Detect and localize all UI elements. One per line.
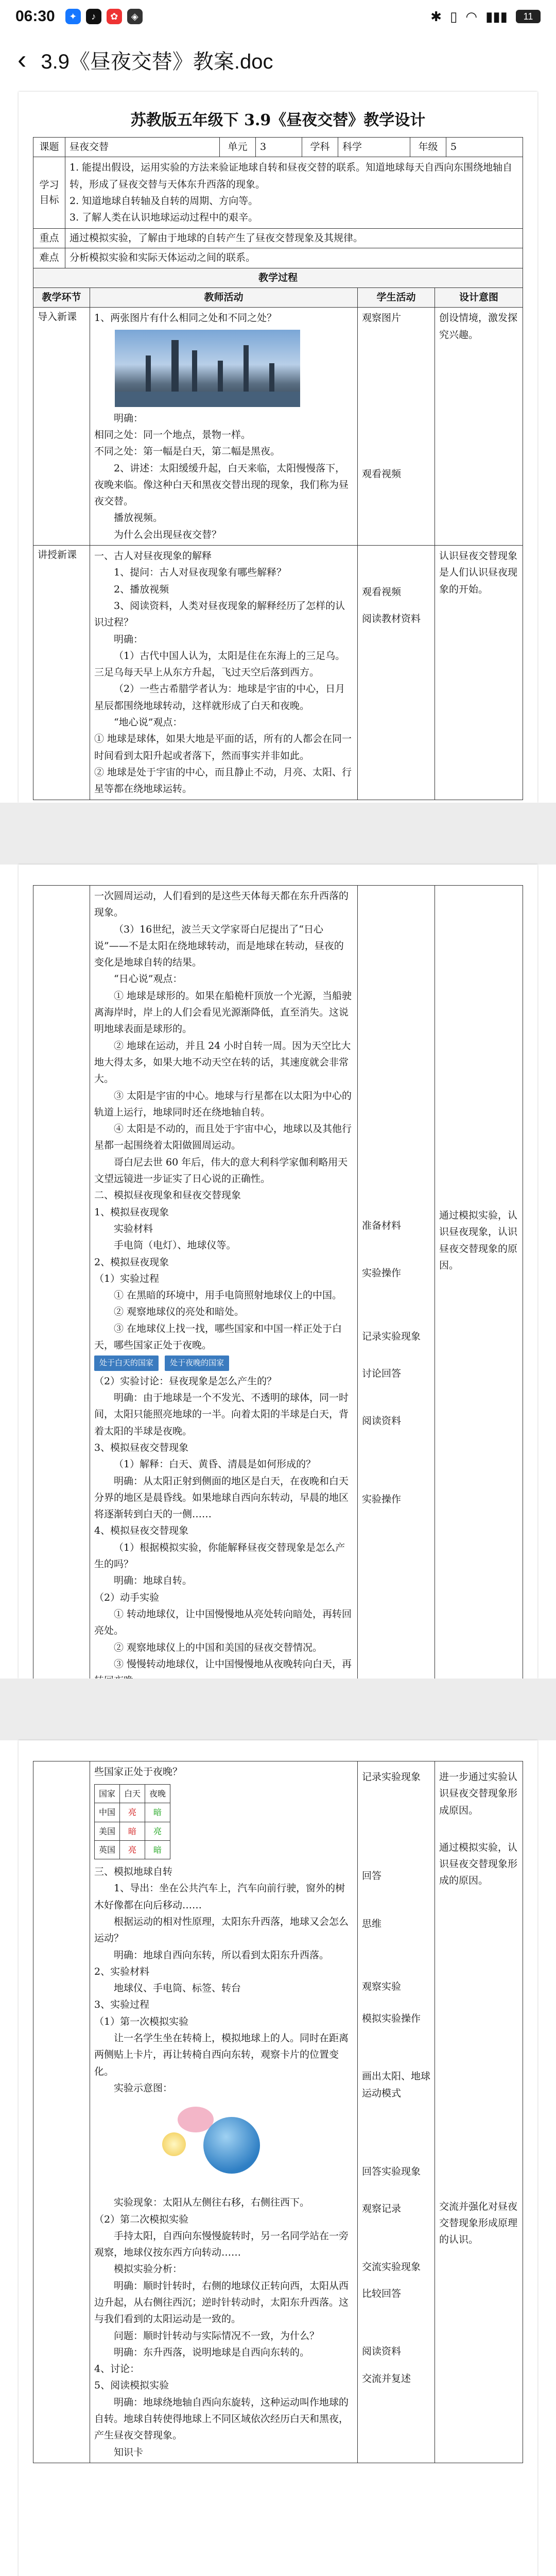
text-line: 明确：由于地球是一个不发光、不透明的球体，同一时间，太阳只能照亮地球的一半。向着太阳的半球是白天，背着太阳的半球是夜晚。	[94, 1392, 349, 1437]
text-line: ① 转动地球仪，让中国慢慢地从亮处转向暗处，再转回亮处。	[94, 1608, 352, 1637]
goal-item: 1. 能提出假设，运用实验的方法来验证地球自转和昼夜交替的联系。知道地球每天自西向东围绕地轴自转，形成了昼夜交替与天体东升西落的现象。	[70, 162, 513, 190]
text-line: 回答	[362, 1870, 382, 1882]
text-line: （1）根据模拟实验，你能解释昼夜交替现象是怎么产生的吗？	[94, 1541, 345, 1570]
back-arrow-icon[interactable]: ‹	[18, 45, 27, 75]
mini-header: 夜晚	[145, 1785, 170, 1803]
text-line: 思维	[362, 1918, 382, 1929]
text-line: 明确：从太阳正射到侧面的地区是白天，在夜晚和白天分界的地区是晨昏线。如果地球自西向东转动，早晨的地区将逐渐转到白天的一侧……	[94, 1475, 349, 1520]
text-line: 观察实验	[362, 1980, 402, 1992]
col-stage: 教学环节	[33, 287, 90, 307]
text-line: （2）一些古希腊学者认为：地球是宇宙的中心，日月星辰都围绕地球转动，这样就形成了白天和夜晚。	[94, 683, 345, 711]
text-line: 讨论回答	[362, 1367, 402, 1379]
mini-cell: 暗	[120, 1822, 145, 1840]
text-line: 明确：	[114, 633, 144, 645]
stage-empty	[33, 886, 90, 1725]
app-notification-icon: ✦	[65, 9, 81, 24]
text-line: 阅读教材资料	[362, 613, 421, 625]
text-line: 模拟实验操作	[362, 2013, 421, 2025]
text-line: 手电筒（电灯）、地球仪等。	[114, 1240, 236, 1251]
goals-content	[65, 157, 523, 228]
status-right	[430, 9, 541, 25]
mini-cell: 暗	[145, 1840, 170, 1859]
text-line: “地心说”观点：	[114, 717, 183, 728]
app-notification-icon-2: ✿	[107, 9, 122, 24]
subject-value: 科学	[338, 138, 410, 157]
document-title: 3.9《昼夜交替》教案.doc	[41, 50, 273, 73]
goal-item: 2. 知道地球自转轴及自转的周期、方向等。	[70, 195, 258, 207]
text-line: 交流并强化对昼夜交替现象形成原理的认识。	[439, 2200, 518, 2246]
text-line: 一次圆周运动，人们看到的是这些天体每天都在东升西落的现象。	[94, 890, 349, 919]
text-line: （2）实验讨论：昼夜现象是怎么产生的？	[94, 1375, 277, 1387]
text-line: 准备材料	[362, 1220, 402, 1231]
topic-value: 昼夜交替	[65, 138, 220, 157]
document-page-2	[19, 865, 537, 1679]
text-line: 记录实验现象	[362, 1330, 421, 1342]
country-label-bars	[94, 1353, 353, 1373]
text-line: 交流并复述	[362, 2372, 411, 2384]
sun-earth-model-image	[157, 2102, 291, 2189]
text-line: 5、阅读模拟实验	[94, 2380, 169, 2392]
difficulty-label: 难点	[33, 248, 65, 268]
mini-cell: 亮	[120, 1840, 145, 1859]
mini-cell: 美国	[95, 1822, 120, 1840]
text-line: ① 地球是球形的。如果在船桅杆顶放一个光源，当船驶离海岸时，岸上的人们会看见光源渐降低，直至消失。这说明地球表面是球形的。	[94, 990, 352, 1035]
status-app-icons	[65, 9, 143, 24]
text-line: （2）动手实验	[94, 1591, 160, 1603]
mini-header: 白天	[120, 1785, 145, 1803]
text-line: 根据运动的相对性原理，太阳东升西落，地球又会怎么运动？	[94, 1916, 349, 1944]
text-line: 2、讲述：太阳缓缓升起，白天来临，太阳慢慢落下，夜晚来临。像这种白天和黑夜交替出现的现象，我们称为昼夜交替。	[94, 462, 349, 507]
text-line: 4、模拟昼夜交替现象	[94, 1525, 189, 1537]
text-line: 二、模拟昼夜现象和昼夜交替现象	[94, 1190, 241, 1201]
text-line: 不同之处：第一幅是白天，第二幅是黑夜。	[94, 446, 281, 457]
text-line: 交流实验现象	[362, 2261, 421, 2273]
text-line: 2、播放视频	[114, 583, 169, 595]
text-line: 明确：东升西落，说明地球是自西向东转的。	[114, 2346, 310, 2358]
text-line: 4、讨论：	[94, 2363, 140, 2375]
bluetooth-icon: ✱	[430, 8, 442, 24]
text-line: ③ 慢慢转动地球仪，让中国慢慢地从夜晚转向白天，再	[114, 1658, 352, 1670]
text-line: （1）实验过程	[94, 1273, 160, 1284]
text-line: ③ 在地球仪上找一找，哪些国家和中国一样正处于白天，哪些国家正处于夜晚。	[94, 1323, 342, 1351]
text-line: ② 观察地球仪上的中国和美国的昼夜交替情况。	[114, 1641, 323, 1653]
topic-label: 课题	[33, 138, 65, 157]
process-title: 教学过程	[33, 268, 523, 287]
mini-cell: 亮	[145, 1822, 170, 1840]
grade-label: 年级	[410, 138, 446, 157]
mini-cell: 亮	[120, 1803, 145, 1822]
text-line: 知识卡	[114, 2446, 144, 2458]
text-line: 三、模拟地球自转	[94, 1866, 173, 1878]
app-notification-icon-3: ◈	[127, 9, 143, 24]
text-line: 相同之处：同一个地点，景物一样。	[94, 429, 251, 440]
process-table	[33, 268, 523, 800]
goal-item: 3. 了解人类在认识地球运动过程中的艰辛。	[70, 212, 258, 224]
text-line: （2）第二次模拟实验	[94, 2213, 189, 2225]
process-table-cont-2	[33, 885, 523, 1725]
stage-intro: 导入新课	[33, 308, 90, 546]
page-gap	[0, 803, 556, 865]
tiktok-icon: ♪	[86, 9, 101, 24]
vibrate-icon: ▯	[450, 8, 458, 24]
mini-cell: 英国	[95, 1840, 120, 1859]
text-line: （1）古代中国人认为，太阳是住在东海上的三足乌。三足乌每天早上从东方升起，飞过天空后落到西方。	[94, 650, 345, 679]
key-point-label: 重点	[33, 228, 65, 248]
student-activity-intro	[358, 308, 435, 546]
text-line: 1、模拟昼夜现象	[94, 1206, 169, 1218]
text-line: 观察记录	[362, 2203, 402, 2215]
text-line: ② 观察地球仪的亮处和暗处。	[114, 1306, 245, 1318]
student-activity-p2	[358, 886, 435, 1725]
teacher-activity-intro	[90, 308, 358, 546]
intent-new: 认识昼夜交替现象是人们认识昼夜现象的开始。	[435, 546, 523, 800]
text-line: 明确：地球绕地轴自西向东旋转，这种运动叫作地球的自转。地球自转使得地球上不同区域依次经历白天和黑夜，产生昼夜交替现象。	[94, 2396, 349, 2442]
night-countries-bar: 处于夜晚的国家	[165, 1355, 229, 1371]
text-line: 阅读资料	[362, 2346, 402, 2358]
teacher-activity-p3	[90, 1761, 358, 2463]
text-line: ② 地球在运动，并且 24 小时自转一周。因为天空比大地大得太多，如果大地不动天空在转的话，其速度就会非常大。	[94, 1040, 351, 1085]
text-line: 通过模拟实验，认识昼夜交替现象形成的原因。	[439, 1841, 518, 1887]
text-line: 3、阅读资料，人类对昼夜现象的解释经历了怎样的认识过程？	[94, 600, 345, 629]
text-line: 记录实验现象	[362, 1771, 421, 1783]
text-line: 阅读资料	[362, 1415, 402, 1427]
text-line: 为什么会出现昼夜交替？	[114, 529, 222, 540]
wifi-icon: ◠	[465, 8, 478, 24]
col-teacher: 教师活动	[90, 287, 358, 307]
text-line: 观看视频	[362, 468, 402, 480]
student-activity-p3	[358, 1761, 435, 2463]
process-table-cont-3	[33, 1761, 523, 2463]
text-line: 画出太阳、地球运动模式	[362, 2071, 431, 2099]
text-line: 明确：地球自转。	[114, 1575, 193, 1587]
text-line: 明确：	[114, 412, 144, 424]
text-line: （1）第一次模拟实验	[94, 2015, 189, 2027]
text-line: ③ 太阳是宇宙的中心。地球与行星都在以太阳为中心的轨道上运行，地球同时还在绕地轴自转。	[94, 1090, 352, 1118]
document-page-1	[19, 92, 537, 803]
text-line: （1）解释：白天、黄昏、清晨是如何形成的？	[114, 1459, 316, 1470]
text-line: 实验操作	[362, 1494, 402, 1505]
city-skyline-image	[115, 330, 300, 407]
unit-value: 3	[256, 138, 302, 157]
mini-header: 国家	[95, 1785, 120, 1803]
text-line: 播放视频。	[114, 512, 163, 524]
text-line: 些国家正处于夜晚？	[94, 1766, 183, 1777]
status-bar	[0, 0, 556, 33]
col-student: 学生活动	[358, 287, 435, 307]
page-gap	[0, 1679, 556, 1740]
battery-icon: 11	[516, 10, 541, 23]
signal-icon: ▮▮▮	[485, 8, 508, 24]
text-line: 比较回答	[362, 2287, 402, 2299]
stage-empty	[33, 1761, 90, 2463]
student-activity-new	[358, 546, 435, 800]
text-line: 2、实验材料	[94, 1965, 150, 1977]
mini-cell: 中国	[95, 1803, 120, 1822]
text-line: 明确：顺时针转时，右侧的地球仪正转向西，太阳从西边升起，从右侧往西沉；逆时针转动时，太阳东升西落。这与我们看到的太阳运动是一致的。	[94, 2280, 349, 2325]
grade-value: 5	[446, 138, 523, 157]
day-countries-bar: 处于白天的国家	[94, 1355, 159, 1371]
text-line: 实验操作	[362, 1267, 402, 1279]
intent-intro: 创设情境，激发探究兴趣。	[435, 308, 523, 546]
text-line: 实验现象：太阳从左侧往右移，右侧往西下。	[114, 2197, 310, 2209]
text-line: （3）16世纪，波兰天文学家哥白尼提出了“日心说”——不是太阳在绕地球转动，而是地球在转动，昼夜的变化是地球自转的结果。	[94, 923, 344, 969]
text-line: 回答实验现象	[362, 2166, 421, 2178]
lesson-heading: 苏教版五年级下 3.9《昼夜交替》教学设计	[130, 111, 426, 129]
lesson-info-table	[33, 137, 523, 268]
key-point-content: 通过模拟实验，了解由于地球的自转产生了昼夜交替现象及其规律。	[65, 228, 523, 248]
text-line: 观察图片	[362, 312, 402, 324]
text-line: 通过模拟实验，认识昼夜现象，认识昼夜交替现象的原因。	[439, 1210, 518, 1271]
unit-label: 单元	[220, 138, 256, 157]
text-line: 实验材料	[114, 1223, 153, 1234]
text-line: 让一名学生坐在转椅上，模拟地球上的人。同时在距离两侧贴上卡片，再让转椅自西向东转，观察卡片的位置变化。	[94, 2032, 349, 2077]
text-line: 问题：顺时针转动与实际情况不一致，为什么？	[114, 2330, 320, 2342]
text-line: ④ 太阳是不动的，而且处于宇宙中心，地球以及其他行星都一起围绕着太阳做圆周运动。	[94, 1123, 352, 1151]
text-line: 1、提问：古人对昼夜现象有哪些解释？	[114, 567, 287, 579]
text-line: 进一步通过实验认识昼夜交替现象形成原因。	[439, 1771, 518, 1816]
text-line: 1、导出：坐在公共汽车上，汽车向前行驶，窗外的树木好像都在向后移动……	[94, 1883, 345, 1911]
text-line: 模拟实验分析：	[114, 2263, 183, 2275]
text-line: 1、两张图片有什么相同之处和不同之处？	[94, 312, 277, 324]
text-line: 明确：地球自西向东转，所以看到太阳东升西落。	[114, 1949, 329, 1961]
app-header	[0, 33, 556, 87]
intent-p2	[435, 886, 523, 1725]
country-day-night-table	[94, 1784, 170, 1859]
text-line: ① 在黑暗的环境中，用手电筒照射地球仪上的中国。	[114, 1290, 342, 1301]
text-line: 哥白尼去世 60 年后，伟大的意大利科学家伽利略用天文望远镜进一步证实了日心说的正确性。	[94, 1156, 348, 1185]
intent-p3	[435, 1761, 523, 2463]
col-intent: 设计意图	[435, 287, 523, 307]
text-line: 3、实验过程	[94, 1999, 150, 2011]
text-line: ② 地球是处于宇宙的中心，而且静止不动，月亮、太阳、行星等都在绕地球运转。	[94, 766, 352, 795]
document-page-3	[19, 1740, 537, 2576]
text-line: 实验示意图：	[114, 2082, 173, 2094]
status-time: 06:30	[15, 8, 55, 25]
text-line: “日心说”观点：	[114, 973, 183, 985]
difficulty-content: 分析模拟实验和实际天体运动之间的联系。	[65, 248, 523, 268]
text-line: 地球仪、手电筒、标签、转台	[114, 1982, 241, 1994]
text-line: 观看视频	[362, 586, 402, 598]
stage-new-lesson: 讲授新课	[33, 546, 90, 800]
mini-cell: 暗	[145, 1803, 170, 1822]
text-line: 2、模拟昼夜现象	[94, 1256, 169, 1268]
teacher-activity-p2	[90, 886, 358, 1725]
teacher-activity-new	[90, 546, 358, 800]
text-line: 手持太阳，自西向东慢慢旋转时，另一名同学站在一旁观察，地球仪按东西方向转动……	[94, 2230, 349, 2259]
subject-label: 学科	[302, 138, 338, 157]
goals-label: 学习目标	[33, 157, 65, 228]
text-line: 一、古人对昼夜现象的解释	[94, 550, 212, 562]
text-line: 3、模拟昼夜交替现象	[94, 1442, 189, 1453]
text-line: ① 地球是球体，如果大地是平面的话，所有的人都会在同一时间看到太阳升起或者落下，然而事实并非如此。	[94, 733, 352, 761]
